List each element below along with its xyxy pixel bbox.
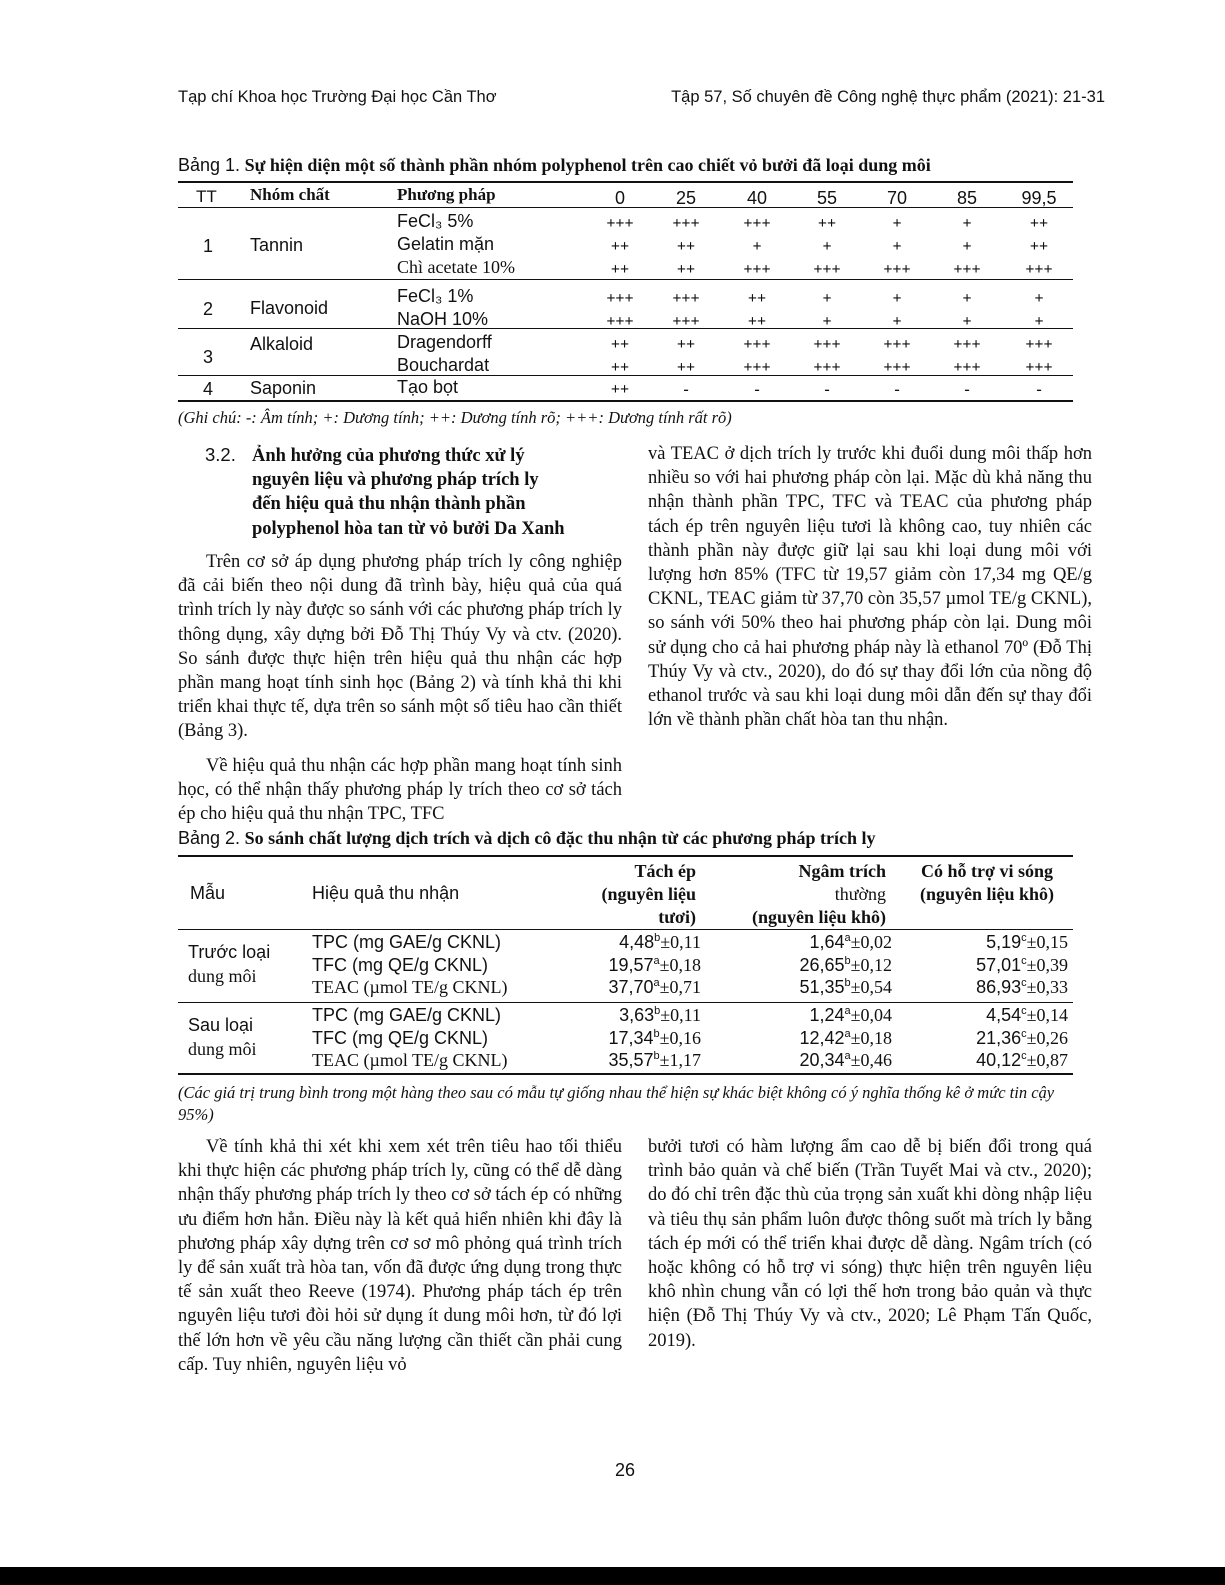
table-rule <box>178 855 1073 857</box>
section-title-line: nguyên liệu và phương pháp trích ly <box>252 470 539 491</box>
group-number: 4 <box>203 378 214 399</box>
result-mean: 51,35 <box>799 977 845 997</box>
result-mean: 12,42 <box>799 1027 845 1048</box>
result-sd: ±0,12 <box>850 954 892 975</box>
result-cell <box>742 955 892 976</box>
result-value: +++ <box>606 313 634 330</box>
header-concentration: 99,5 <box>1021 188 1057 208</box>
result-cell <box>742 1028 892 1049</box>
result-value: + <box>962 215 972 232</box>
significance-letter: a <box>653 954 660 967</box>
result-value: + <box>892 313 902 330</box>
significance-letter: a <box>844 1050 851 1062</box>
section-title-line: Ảnh hưởng của phương thức xử lý <box>252 446 525 466</box>
section-number: 3.2. <box>205 444 236 465</box>
result-value: ++ <box>747 290 767 307</box>
significance-letter: c <box>1021 1027 1027 1040</box>
result-mean: 5,19 <box>986 932 1022 952</box>
significance-letter: b <box>844 977 851 989</box>
result-value: ++ <box>676 359 696 376</box>
result-value: +++ <box>743 359 771 376</box>
result-value: ++ <box>610 261 630 278</box>
result-cell <box>551 977 701 998</box>
result-value: + <box>1034 313 1044 330</box>
result-mean: 4,54 <box>986 1005 1022 1025</box>
result-sd: ±0,18 <box>659 954 701 975</box>
result-value: - <box>1036 381 1042 398</box>
group-name: Tannin <box>250 234 304 255</box>
section-title <box>252 444 622 541</box>
result-sd: ±0,46 <box>850 1050 892 1070</box>
right-column-2 <box>648 1135 1092 1353</box>
result-cell <box>742 977 892 998</box>
result-value: ++ <box>747 313 767 330</box>
group-number: 2 <box>203 299 214 319</box>
method-name: Dragendorff <box>397 332 492 352</box>
significance-letter: c <box>1021 932 1027 944</box>
result-sd: ±0,15 <box>1026 932 1068 952</box>
result-value: + <box>962 313 972 330</box>
header-line: Ngâm trích <box>798 861 886 881</box>
paragraph: Về tính khả thi xét khi xem xét trên tiêu hao tối thiểu khi thực hiện các phương pháp trích ly, cũng có thể dễ dàng nhận thấy phương pháp trích ly theo cơ sở tách ép có những ưu điểm hơn hẳn. Điều này là kết quả hiển nhiên khi đây là phương pháp xây dựng trên cơ sơ mô phỏng quá trình trích ly để sản xuất trà hòa tan, vốn đã được ứng dụng trong thực tế sản xuất theo Reeve (1974). Phương pháp tách ép trên nguyên liệu tươi đòi hỏi sử dụng ít dung môi hơn, từ đó lợi thế lớn hơn về yêu cầu năng lượng cần thiết cần phải cung cấp. Tuy nhiên, nguyên liệu vỏ <box>178 1137 622 1375</box>
header-concentration: 0 <box>614 188 625 208</box>
table2-caption-text: So sánh chất lượng dịch trích và dịch cô đặc thu nhận từ các phương pháp trích ly <box>244 828 876 848</box>
method-name: Chì acetate 10% <box>397 257 515 277</box>
metric-name: TFC (mg QE/g CKNL) <box>312 954 489 975</box>
result-value: ++ <box>610 336 630 353</box>
result-value: +++ <box>606 215 634 232</box>
significance-letter: c <box>1021 977 1027 989</box>
result-sd: ±0,11 <box>660 932 701 952</box>
result-value: +++ <box>813 261 841 278</box>
result-value: + <box>962 290 972 307</box>
table2-caption-prefix: Bảng 2. <box>178 828 241 848</box>
group-name: Flavonoid <box>250 298 329 318</box>
significance-letter: a <box>844 932 851 944</box>
header-method-b <box>706 860 886 929</box>
result-value: +++ <box>883 261 911 278</box>
header-group: Nhóm chất <box>250 185 330 204</box>
header-method-a <box>560 860 696 929</box>
result-value: ++ <box>610 359 630 376</box>
header-line: Tách ép <box>634 861 696 881</box>
header-concentration: 55 <box>816 188 838 208</box>
group-label-line: dung môi <box>188 1039 257 1059</box>
significance-letter: c <box>1021 1050 1027 1062</box>
result-cell <box>918 1028 1068 1049</box>
result-value: + <box>1034 290 1044 307</box>
result-sd: ±0,04 <box>850 1005 892 1025</box>
result-mean: 4,48 <box>619 932 655 952</box>
paragraph: và TEAC ở dịch trích ly trước khi đuổi dung môi thấp hơn nhiều so với hai phương pháp còn lại. Mặc dù khả năng thu nhận thành phần TPC, TFC và TEAC của phương pháp tách ép trên nguyên liệu tươi là không cao, tuy nhiên các thành phần này được giữ lại sau khi loại dung môi với lượng hơn 85% (TFC từ 19,57 giảm còn 17,34 mg QE/g CKNL, TEAC giảm từ 37,70 còn 35,57 µmol TE/g CKNL), so sánh với 50% theo hai phương pháp còn lại. Dung môi sử dụng cho cả hai phương pháp này là ethanol 70º (Đỗ Thị Thúy Vy và ctv., 2020), do đó sự thay đổi lớn của nồng độ ethanol trước và sau khi loại dung môi dẫn đến sự thay đổi lớn về thành phần chất hòa tan thu nhận. <box>648 444 1092 731</box>
result-cell <box>918 977 1068 998</box>
result-value: ++ <box>610 238 630 255</box>
result-cell <box>742 1005 892 1026</box>
significance-letter: b <box>653 1027 660 1040</box>
significance-letter: a <box>844 1027 851 1040</box>
section-title-line: polyphenol hòa tan từ vỏ bưởi Da Xanh <box>252 518 565 539</box>
result-value: - <box>824 381 830 398</box>
metric-name: TFC (mg QE/g CKNL) <box>312 1027 489 1048</box>
result-value: + <box>892 290 902 307</box>
result-value: + <box>822 238 832 255</box>
group-name: Alkaloid <box>250 334 314 354</box>
header-concentration: 70 <box>886 188 908 208</box>
header-concentration: 85 <box>956 188 978 208</box>
result-sd: ±0,26 <box>1026 1027 1068 1048</box>
result-value: +++ <box>1025 261 1053 278</box>
header-concentration: 40 <box>746 188 768 208</box>
group-label <box>188 1013 257 1061</box>
result-value: ++ <box>1029 238 1049 255</box>
result-value: + <box>822 290 832 307</box>
header-concentration: 25 <box>675 188 697 208</box>
group-number: 1 <box>203 235 214 256</box>
group-label-line: Trước loại <box>188 942 271 962</box>
result-mean: 17,34 <box>608 1027 654 1048</box>
result-cell <box>551 1005 701 1026</box>
result-mean: 35,57 <box>608 1050 654 1070</box>
table-rule <box>178 1073 1073 1075</box>
significance-letter: b <box>653 1050 660 1062</box>
group-label-line: Sau loại <box>188 1015 254 1035</box>
significance-letter: a <box>844 1005 851 1017</box>
result-mean: 57,01 <box>976 954 1022 975</box>
header-line: tươi) <box>658 907 696 927</box>
result-sd: ±0,18 <box>850 1027 892 1048</box>
table-rule <box>178 328 1073 329</box>
significance-letter: b <box>654 932 661 944</box>
table-rule <box>178 181 1073 183</box>
metric-name: TPC (mg GAE/g CKNL) <box>312 932 502 952</box>
method-name: FeCl₃ 1% <box>397 286 474 306</box>
paragraph: Về hiệu quả thu nhận các hợp phần mang hoạt tính sinh học, có thể nhận thấy phương pháp ly trích theo cơ sở tách ép cho hiệu quả thu nhận TPC, TFC <box>178 755 622 825</box>
scan-border <box>0 1567 1225 1585</box>
group-name: Saponin <box>250 377 317 398</box>
result-value: + <box>752 238 762 255</box>
result-sd: ±0,54 <box>850 977 892 997</box>
result-value: ++ <box>817 215 837 232</box>
result-value: - <box>754 381 760 398</box>
result-value: + <box>962 238 972 255</box>
header-line: Có hỗ trợ vi sóng <box>921 861 1053 881</box>
header-metric: Hiệu quả thu nhận <box>312 883 460 903</box>
result-cell <box>551 1050 701 1071</box>
result-mean: 3,63 <box>619 1005 655 1025</box>
result-value: ++ <box>1029 215 1049 232</box>
header-line: thường <box>834 884 886 904</box>
result-sd: ±0,33 <box>1026 977 1068 997</box>
result-sd: ±1,17 <box>659 1050 701 1070</box>
result-mean: 19,57 <box>608 954 654 975</box>
result-sd: ±0,11 <box>660 1005 701 1025</box>
result-value: ++ <box>676 238 696 255</box>
method-name: NaOH 10% <box>397 309 489 329</box>
result-cell <box>742 932 892 953</box>
result-mean: 86,93 <box>976 977 1022 997</box>
right-column-1 <box>648 442 1092 732</box>
header-tt: TT <box>196 187 217 206</box>
result-mean: 1,24 <box>809 1005 845 1025</box>
result-value: + <box>892 238 902 255</box>
header-line: (nguyên liệu khô) <box>751 907 886 927</box>
header-method: Phương pháp <box>397 185 496 204</box>
table-rule <box>178 400 1073 402</box>
result-cell <box>742 1050 892 1071</box>
result-value: +++ <box>672 290 700 307</box>
result-cell <box>551 1028 701 1049</box>
left-column-2 <box>178 1135 622 1377</box>
result-mean: 20,34 <box>799 1050 845 1070</box>
result-sd: ±0,39 <box>1026 954 1068 975</box>
table-rule <box>178 279 1073 280</box>
header-line: (nguyên liệu khô) <box>919 884 1055 904</box>
result-mean: 40,12 <box>976 1050 1022 1070</box>
method-name: Bouchardat <box>397 355 490 375</box>
header-line: (nguyên liệu <box>601 884 696 904</box>
paragraph: bưởi tươi có hàm lượng ẩm cao dễ bị biến đổi trong quá trình bảo quản và chế biến (Trần Tuyết Mai và ctv., 2020); do đó chỉ trên đặc thù của trọng sản xuất khi dòng nhập liệu và tiêu thụ sản phẩm luôn được thông suốt mà trích ly bằng tách ép mới có thể triển khai được dễ dàng. Ngâm trích (có hoặc không có hỗ trợ vi sóng) thực hiện trên nguyên liệu khô nhìn chung vẫn có lợi thế hơn trong bảo quản và thực hiện (Đỗ Thị Thúy Vy và ctv., 2020; Lê Phạm Tấn Quốc, 2019). <box>648 1137 1092 1351</box>
header-sample: Mẫu <box>190 883 226 903</box>
result-mean: 21,36 <box>976 1027 1022 1048</box>
page-number: 26 <box>614 1460 636 1480</box>
result-value: + <box>822 313 832 330</box>
result-cell <box>918 1050 1068 1071</box>
table-rule <box>178 929 1073 930</box>
result-value: +++ <box>953 359 981 376</box>
result-sd: ±0,16 <box>659 1027 701 1048</box>
result-value: - <box>683 381 689 398</box>
result-sd: ±0,14 <box>1026 1005 1068 1025</box>
result-value: +++ <box>953 336 981 353</box>
left-column-1 <box>178 550 622 826</box>
group-label-line: dung môi <box>188 966 257 986</box>
table1-caption <box>178 155 1078 176</box>
table1-caption-text: Sự hiện diện một số thành phần nhóm polyphenol trên cao chiết vỏ bưởi đã loại dung môi <box>244 155 931 175</box>
result-value: +++ <box>1025 336 1053 353</box>
header-method-c <box>902 860 1072 906</box>
result-value: + <box>892 215 902 232</box>
result-cell <box>551 955 701 976</box>
table2-caption <box>178 828 1078 849</box>
result-cell <box>551 932 701 953</box>
result-mean: 26,65 <box>799 954 845 975</box>
result-mean: 37,70 <box>608 977 654 997</box>
result-value: +++ <box>672 313 700 330</box>
result-mean: 1,64 <box>809 932 845 952</box>
metric-name: TPC (mg GAE/g CKNL) <box>312 1005 502 1025</box>
result-sd: ±0,71 <box>659 977 701 997</box>
table1-caption-prefix: Bảng 1. <box>178 155 241 175</box>
result-value: ++ <box>610 381 630 398</box>
significance-letter: c <box>1021 1005 1027 1017</box>
result-value: +++ <box>883 336 911 353</box>
result-value: ++ <box>676 261 696 278</box>
table1-note: (Ghi chú: -: Âm tính; +: Dương tính; ++: Dương tính rõ; +++: Dương tính rất rõ) <box>178 408 732 427</box>
significance-letter: b <box>654 1005 661 1017</box>
metric-name: TEAC (µmol TE/g CKNL) <box>312 977 508 997</box>
method-name: Gelatin mặn <box>397 234 495 254</box>
result-value: +++ <box>606 290 634 307</box>
method-name: Tạo bọt <box>397 377 459 397</box>
result-value: +++ <box>883 359 911 376</box>
result-cell <box>918 932 1068 953</box>
group-number: 3 <box>203 347 214 367</box>
significance-letter: b <box>844 954 851 967</box>
result-sd: ±0,02 <box>850 932 892 952</box>
result-value: - <box>964 381 970 398</box>
significance-letter: a <box>653 977 660 989</box>
metric-name: TEAC (µmol TE/g CKNL) <box>312 1050 508 1070</box>
group-label <box>188 940 270 988</box>
result-cell <box>918 1005 1068 1026</box>
result-value: +++ <box>743 336 771 353</box>
result-value: +++ <box>672 215 700 232</box>
result-value: +++ <box>813 359 841 376</box>
method-name: FeCl₃ 5% <box>397 211 474 231</box>
result-cell <box>918 955 1068 976</box>
result-value: +++ <box>743 215 771 232</box>
section-title-line: đến hiệu quả thu nhận thành phần <box>252 494 526 515</box>
result-value: ++ <box>676 336 696 353</box>
result-value: +++ <box>743 261 771 278</box>
result-value: +++ <box>1025 359 1053 376</box>
result-value: +++ <box>953 261 981 278</box>
result-value: +++ <box>813 336 841 353</box>
significance-letter: c <box>1021 954 1027 967</box>
table-rule <box>178 375 1073 376</box>
table2-note: (Các giá trị trung bình trong một hàng theo sau có mẫu tự giống nhau thể hiện sự khác biệt không có ý nghĩa thống kê ở mức tin cậy 95%) <box>178 1083 1055 1124</box>
paragraph: Trên cơ sở áp dụng phương pháp trích ly công nghiệp đã cải biến theo nội dung đã trình bày, hiệu quả của quá trình trích ly này được so sánh với các phương pháp trích ly thông dụng, xây dựng bởi Đỗ Thị Thúy Vy và ctv. (2020). So sánh được thực hiện trên hiệu quả thu nhận các hợp phần mang hoạt tính sinh học (Bảng 2) và tính khả thi khi triển khai thực tế, dựa trên so sánh một số tiêu hao cần thiết (Bảng 3). <box>178 552 622 742</box>
issue-info: Tập 57, Số chuyên đề Công nghệ thực phẩm (2021): 21-31 <box>671 88 1105 106</box>
table-rule <box>178 1002 1073 1003</box>
journal-title: Tạp chí Khoa học Trường Đại học Cần Thơ <box>178 88 497 106</box>
result-sd: ±0,87 <box>1026 1050 1068 1070</box>
result-value: - <box>894 381 900 398</box>
